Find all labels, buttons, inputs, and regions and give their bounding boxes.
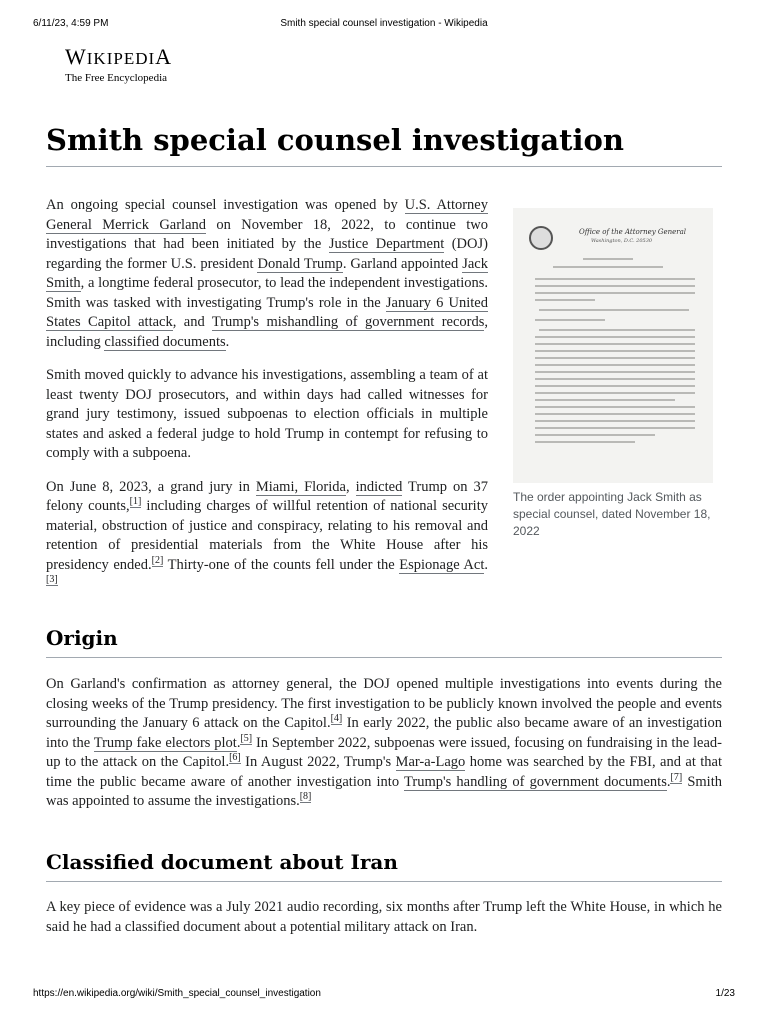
doc-text-line — [535, 350, 695, 352]
doc-text-line — [535, 336, 695, 338]
link-merrick-garland[interactable]: U.S. Attorney General Merrick Garland — [46, 197, 488, 233]
appointment-order-image[interactable] — [513, 208, 713, 483]
link-jack-smith[interactable]: Jack Smith — [46, 255, 488, 291]
doc-text-line — [535, 413, 695, 415]
doc-text-line — [539, 309, 689, 311]
lead-paragraph-3: On June 8, 2023, a grand jury in Miami, Florida, indicted Trump on 37 felony counts,[1] including charges of willful retention of national security material, obstruction of justice and conspiracy, relating to his removal and retention of presidential materials from the White House after his presidency ended.[2] Thirty-one of the counts fell under the Espionage Act.[3] — [46, 478, 488, 586]
link-fake-electors-plot[interactable]: Trump fake electors plot — [93, 734, 237, 751]
doc-text-line — [535, 292, 695, 294]
heading-origin: Origin — [46, 625, 722, 658]
doc-subheading: Washington, D.C. 20530 — [591, 238, 653, 244]
lead-paragraph-2: Smith moved quickly to advance his investigations, assembling a team of at least twenty DOJ prosecutors, and within days had called witnesses for grand jury testimony, issued subpoenas to election officials in multiple states and asked a federal judge to hold Trump in contempt for refusing to comply with a subpoena. — [46, 367, 488, 461]
reference-8[interactable]: [8] — [299, 791, 312, 803]
reference-7[interactable]: [7] — [670, 771, 683, 783]
doc-text-line — [539, 329, 695, 331]
link-mar-a-lago[interactable]: Mar-a-Lago — [395, 754, 466, 770]
doc-text-line — [553, 266, 663, 268]
doc-text-line — [535, 371, 695, 373]
doc-text-line — [535, 299, 595, 301]
doc-text-line — [535, 385, 695, 387]
print-header — [33, 18, 735, 32]
doc-text-line — [535, 343, 695, 345]
reference-4[interactable]: [4] — [330, 713, 343, 725]
print-url: https://en.wikipedia.org/wiki/Smith_special_counsel_investigation — [33, 988, 321, 999]
doc-text-line — [535, 357, 695, 359]
reference-1[interactable]: [1] — [129, 496, 142, 508]
reference-5[interactable]: [5] — [240, 732, 253, 744]
heading-classified-document-iran: Classified document about Iran — [46, 849, 722, 882]
doc-text-line — [535, 434, 655, 436]
doc-text-line — [583, 258, 633, 260]
wikipedia-tagline: The Free Encyclopedia — [65, 72, 168, 84]
print-datetime: 6/11/23, 4:59 PM — [33, 18, 109, 29]
reference-2[interactable]: [2] — [151, 554, 164, 566]
lead-paragraph-1: An ongoing special counsel investigation was opened by U.S. Attorney General Merrick Garland on November 18, 2022, to continue two investigations that had been initiated by the Justice Department (DOJ) regarding the former U.S. president Donald Trump. Garland appointed Jack Smith, a longtime federal prosecutor, to lead the independent investigations. Smith was tasked with investigating Trump's role in the January 6 United States Capitol attack, and Trump's mishandling of government records, including classified documents. — [46, 197, 488, 350]
link-justice-department[interactable]: Justice Department — [328, 236, 445, 252]
appointment-order-figure — [513, 208, 713, 540]
page-title: Smith special counsel investigation — [46, 122, 722, 167]
wikipedia-wordmark: WIKIPEDIA — [65, 44, 173, 69]
doc-text-line — [535, 420, 695, 422]
link-miami-florida[interactable]: Miami, Florida — [255, 478, 346, 495]
doc-text-line — [535, 364, 695, 366]
reference-6[interactable]: [6] — [229, 752, 241, 764]
doc-text-line — [535, 378, 695, 380]
origin-paragraph: On Garland's confirmation as attorney general, the DOJ opened multiple investigations into events during the closing weeks of the Trump presidency. The first investigation to be publicly known involved the people and events surrounding the January 6 attack on the Capitol.[4] In early 2022, the public also became aware of an investigation into the Trump fake electors plot.[5] In September 2022, subpoenas were issued, focusing on fundraising in the lead-up to the attack on the Capitol.[6] In August 2022, Trump's Mar-a-Lago home was searched by the FBI, and at that time the public became aware of another investigation into Trump's handling of government documents.[7] Smith was appointed to assume the investigations.[8] — [46, 676, 723, 809]
section-origin — [46, 625, 722, 812]
link-espionage-act[interactable]: Espionage Act — [399, 556, 485, 573]
doc-text-line — [535, 319, 605, 321]
print-footer — [33, 988, 735, 1002]
section-classified-document-iran — [46, 849, 722, 937]
doc-text-line — [535, 441, 635, 443]
doc-text-line — [535, 399, 675, 401]
doj-seal-icon — [529, 226, 553, 250]
reference-3[interactable]: [3] — [46, 574, 58, 586]
link-classified-documents[interactable]: classified documents — [104, 333, 226, 350]
doc-heading: Office of the Attorney General — [579, 228, 687, 236]
doc-text-line — [535, 278, 695, 280]
wikipedia-logo[interactable] — [65, 44, 172, 84]
link-january-6-attack[interactable]: January 6 United States Capitol attack — [46, 294, 488, 330]
print-page-number: 1/23 — [715, 988, 735, 999]
iran-paragraph: A key piece of evidence was a July 2021 audio recording, six months after Trump left the White House, in which he said he had a classified document about a potential military attack on Iran. — [46, 899, 722, 935]
doc-text-line — [535, 392, 695, 394]
link-trump-handling-documents[interactable]: Trump's handling of government documents — [404, 773, 667, 790]
doc-text-line — [535, 285, 695, 287]
figure-caption: The order appointing Jack Smith as special counsel, dated November 18, 2022 — [513, 490, 711, 538]
doc-text-line — [535, 427, 695, 429]
lead-section — [46, 196, 488, 609]
link-indicted[interactable]: indicted — [355, 478, 403, 495]
link-donald-trump[interactable]: Donald Trump — [257, 255, 343, 272]
link-trump-mishandling-records[interactable]: Trump's mishandling of government records — [211, 314, 485, 330]
doc-text-line — [535, 406, 695, 408]
print-page-title: Smith special counsel investigation - Wikipedia — [280, 18, 488, 29]
